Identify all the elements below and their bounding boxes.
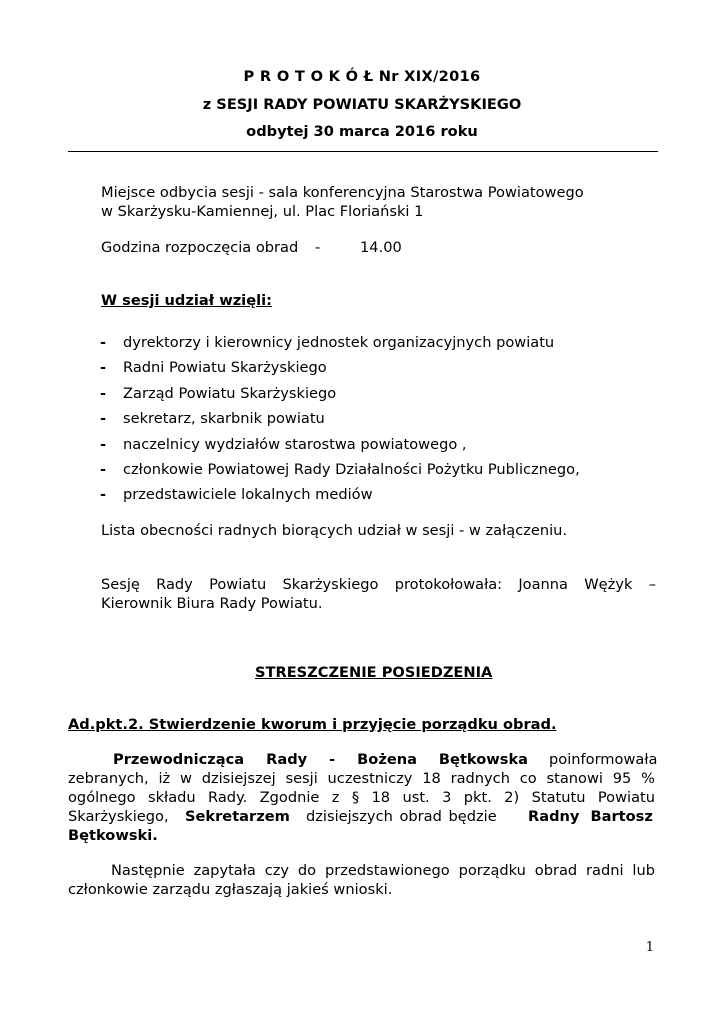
p1-line-2: zebranych, iż w dzisiejszej sesji uczestniczy 18 radnych co stanowi 95 % xyxy=(68,770,655,787)
start-time-value: 14.00 xyxy=(360,239,402,256)
list-bullet: - xyxy=(100,334,107,351)
start-time-label: Godzina rozpoczęcia obrad xyxy=(101,239,299,256)
start-time-dash: - xyxy=(315,239,321,256)
p1-line-4-c: dzisiejszych obrad będzie xyxy=(306,808,497,825)
header-divider xyxy=(68,151,658,152)
summary-heading: STRESZCZENIE POSIEDZENIA xyxy=(255,664,493,681)
p2-line-2: członkowie zarządu zgłaszają jakieś wnioski. xyxy=(68,881,393,898)
list-item: dyrektorzy i kierownicy jednostek organizacyjnych powiatu xyxy=(123,334,555,351)
list-item: członkowie Powiatowej Rady Działalności Pożytku Publicznego, xyxy=(123,461,580,478)
chair-name: Przewodnicząca Rady - Bożena Bętkowska xyxy=(113,751,528,768)
place-line-2: w Skarżysku-Kamiennej, ul. Plac Floriański 1 xyxy=(101,203,424,220)
protocol-subtitle: z SESJI RADY POWIATU SKARŻYSKIEGO xyxy=(202,96,522,113)
protocol-date: odbytej 30 marca 2016 roku xyxy=(246,123,478,140)
p1-line-4-a: Skarżyskiego, xyxy=(68,808,169,825)
p2-line-1: Następnie zapytała czy do przedstawionego porządku obrad radni lub xyxy=(111,862,655,879)
list-bullet: - xyxy=(100,385,107,402)
list-item: naczelnicy wydziałów starostwa powiatowego , xyxy=(123,436,467,453)
item-2-heading: Ad.pkt.2. Stwierdzenie kworum i przyjęcie porządku obrad. xyxy=(68,716,557,733)
list-bullet: - xyxy=(100,359,107,376)
p1-line-3: ogólnego składu Rady. Zgodnie z § 18 ust. 3 pkt. 2) Statutu Powiatu xyxy=(68,789,655,806)
list-bullet: - xyxy=(100,410,107,427)
list-item: Radni Powiatu Skarżyskiego xyxy=(123,359,327,376)
page-number: 1 xyxy=(645,940,654,955)
p1-line-1-rest: poinformowała xyxy=(549,751,658,768)
attendance-note: Lista obecności radnych biorących udział w sesji - w załączeniu. xyxy=(101,522,568,539)
list-item: przedstawiciele lokalnych mediów xyxy=(123,486,373,503)
participants-heading: W sesji udział wzięli: xyxy=(101,292,272,309)
list-item: Zarząd Powiatu Skarżyskiego xyxy=(123,385,337,402)
place-line-1: Miejsce odbycia sesji - sala konferencyjna Starostwa Powiatowego xyxy=(101,184,584,201)
minutes-by-line-1: Sesję Rady Powiatu Skarżyskiego protokołowała: Joanna Wężyk – xyxy=(101,576,656,593)
list-bullet: - xyxy=(100,436,107,453)
minutes-by-line-2: Kierownik Biura Rady Powiatu. xyxy=(101,595,323,612)
secretary-name-part-2: Bętkowski. xyxy=(68,827,158,844)
secretary-label: Sekretarzem xyxy=(185,808,290,825)
list-bullet: - xyxy=(100,486,107,503)
protocol-title: P R O T O K Ó Ł Nr XIX/2016 xyxy=(243,68,481,85)
list-item: sekretarz, skarbnik powiatu xyxy=(123,410,325,427)
list-bullet: - xyxy=(100,461,107,478)
secretary-name-part-1: Radny Bartosz xyxy=(528,808,653,825)
